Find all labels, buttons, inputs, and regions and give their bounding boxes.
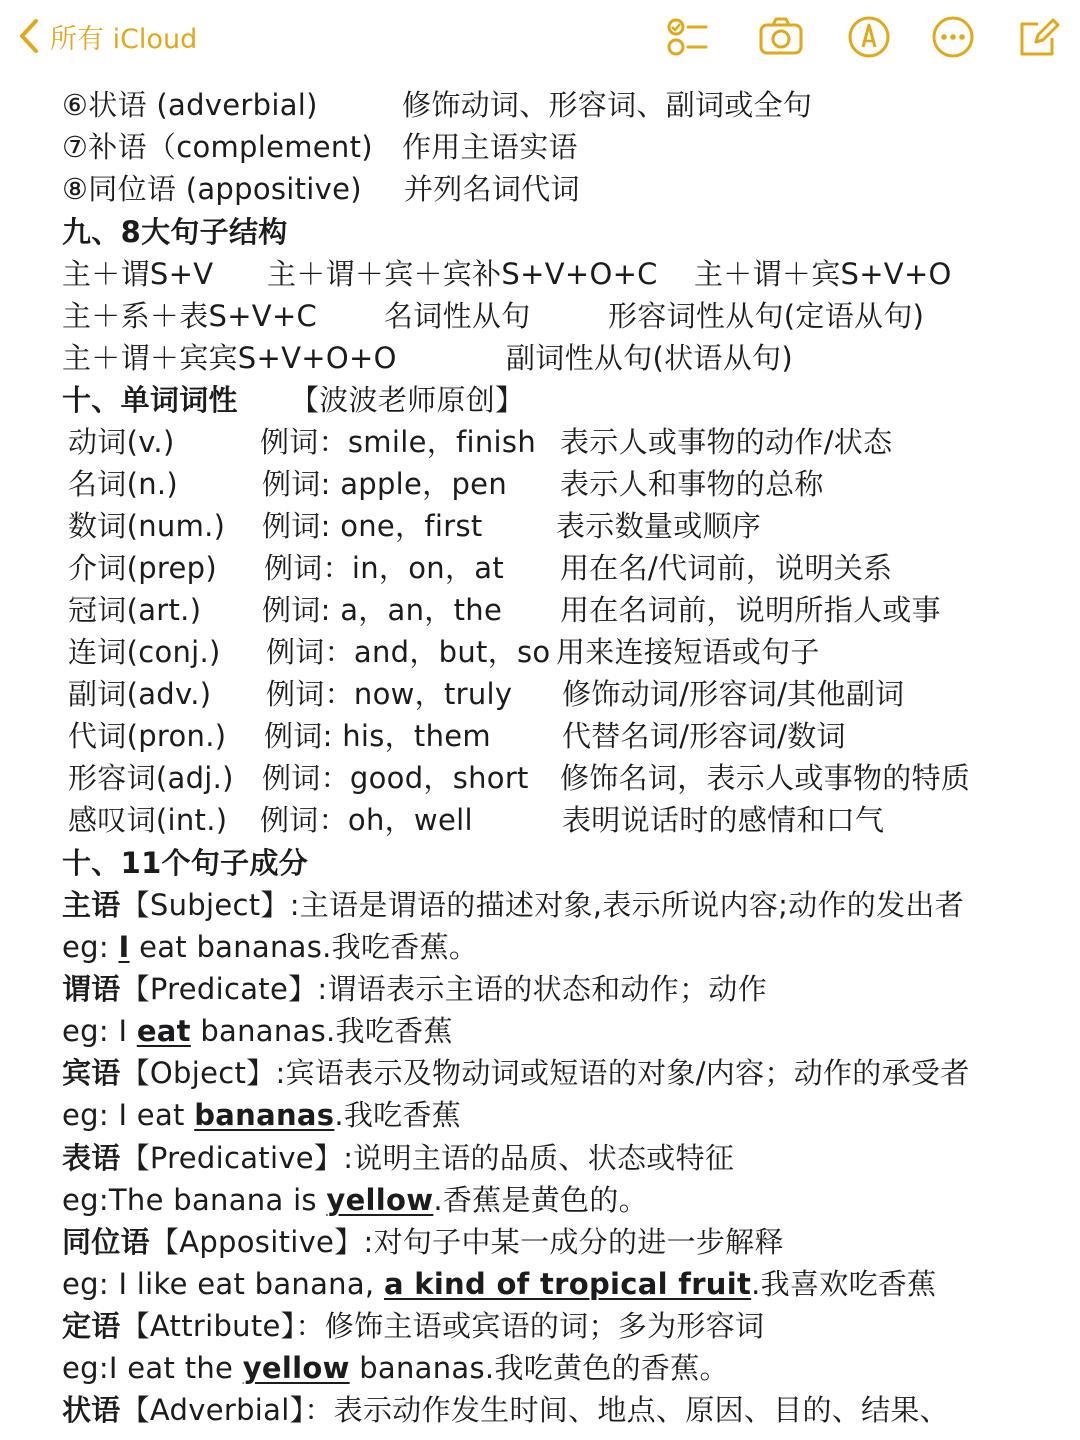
- component-definition: 状语【Adverbial】：表示动作发生时间、地点、原因、目的、结果、: [62, 1393, 949, 1427]
- component-definition: 定语【Attribute】：修饰主语或宾语的词；多为形容词: [62, 1309, 765, 1343]
- camera-icon[interactable]: [758, 14, 804, 60]
- section9-heading: 九、8大句子结构: [62, 215, 288, 249]
- section11-heading: 十、11个句子成分: [62, 846, 309, 880]
- component-example: eg:I eat the yellow bananas.我吃黄色的香蕉。: [62, 1351, 729, 1385]
- component-example: eg:The banana is yellow.香蕉是黄色的。: [62, 1183, 648, 1217]
- component-definition: 谓语【Predicate】:谓语表示主语的状态和动作；动作: [62, 972, 767, 1006]
- component-example: eg: I eat bananas.我吃香蕉。: [62, 930, 479, 964]
- component-definition: 同位语【Appositive】:对句子中某一成分的进一步解释: [62, 1225, 784, 1259]
- chevron-left-icon: [16, 16, 42, 56]
- component-definition: 宾语【Object】:宾语表示及物动词或短语的对象/内容；动作的承受者: [62, 1056, 970, 1090]
- component-example: eg: I like eat banana, a kind of tropical fruit.我喜欢吃香蕉: [62, 1267, 937, 1301]
- top-toolbar: [0, 0, 1080, 74]
- back-button[interactable]: [16, 14, 197, 58]
- component-example: eg: I eat bananas.我吃香蕉: [62, 1014, 453, 1048]
- back-label: 所有 iCloud: [50, 23, 198, 55]
- component-definition: 表语【Predicative】:说明主语的品质、状态或特征: [62, 1141, 735, 1175]
- more-icon[interactable]: [930, 14, 976, 60]
- markup-icon[interactable]: [846, 14, 892, 60]
- compose-icon[interactable]: [1016, 14, 1062, 60]
- checklist-icon[interactable]: [664, 14, 710, 60]
- component-example: eg: I eat bananas.我吃香蕉: [62, 1098, 462, 1132]
- component-definition: 主语【Subject】:主语是谓语的描述对象,表示所说内容;动作的发出者: [62, 888, 964, 922]
